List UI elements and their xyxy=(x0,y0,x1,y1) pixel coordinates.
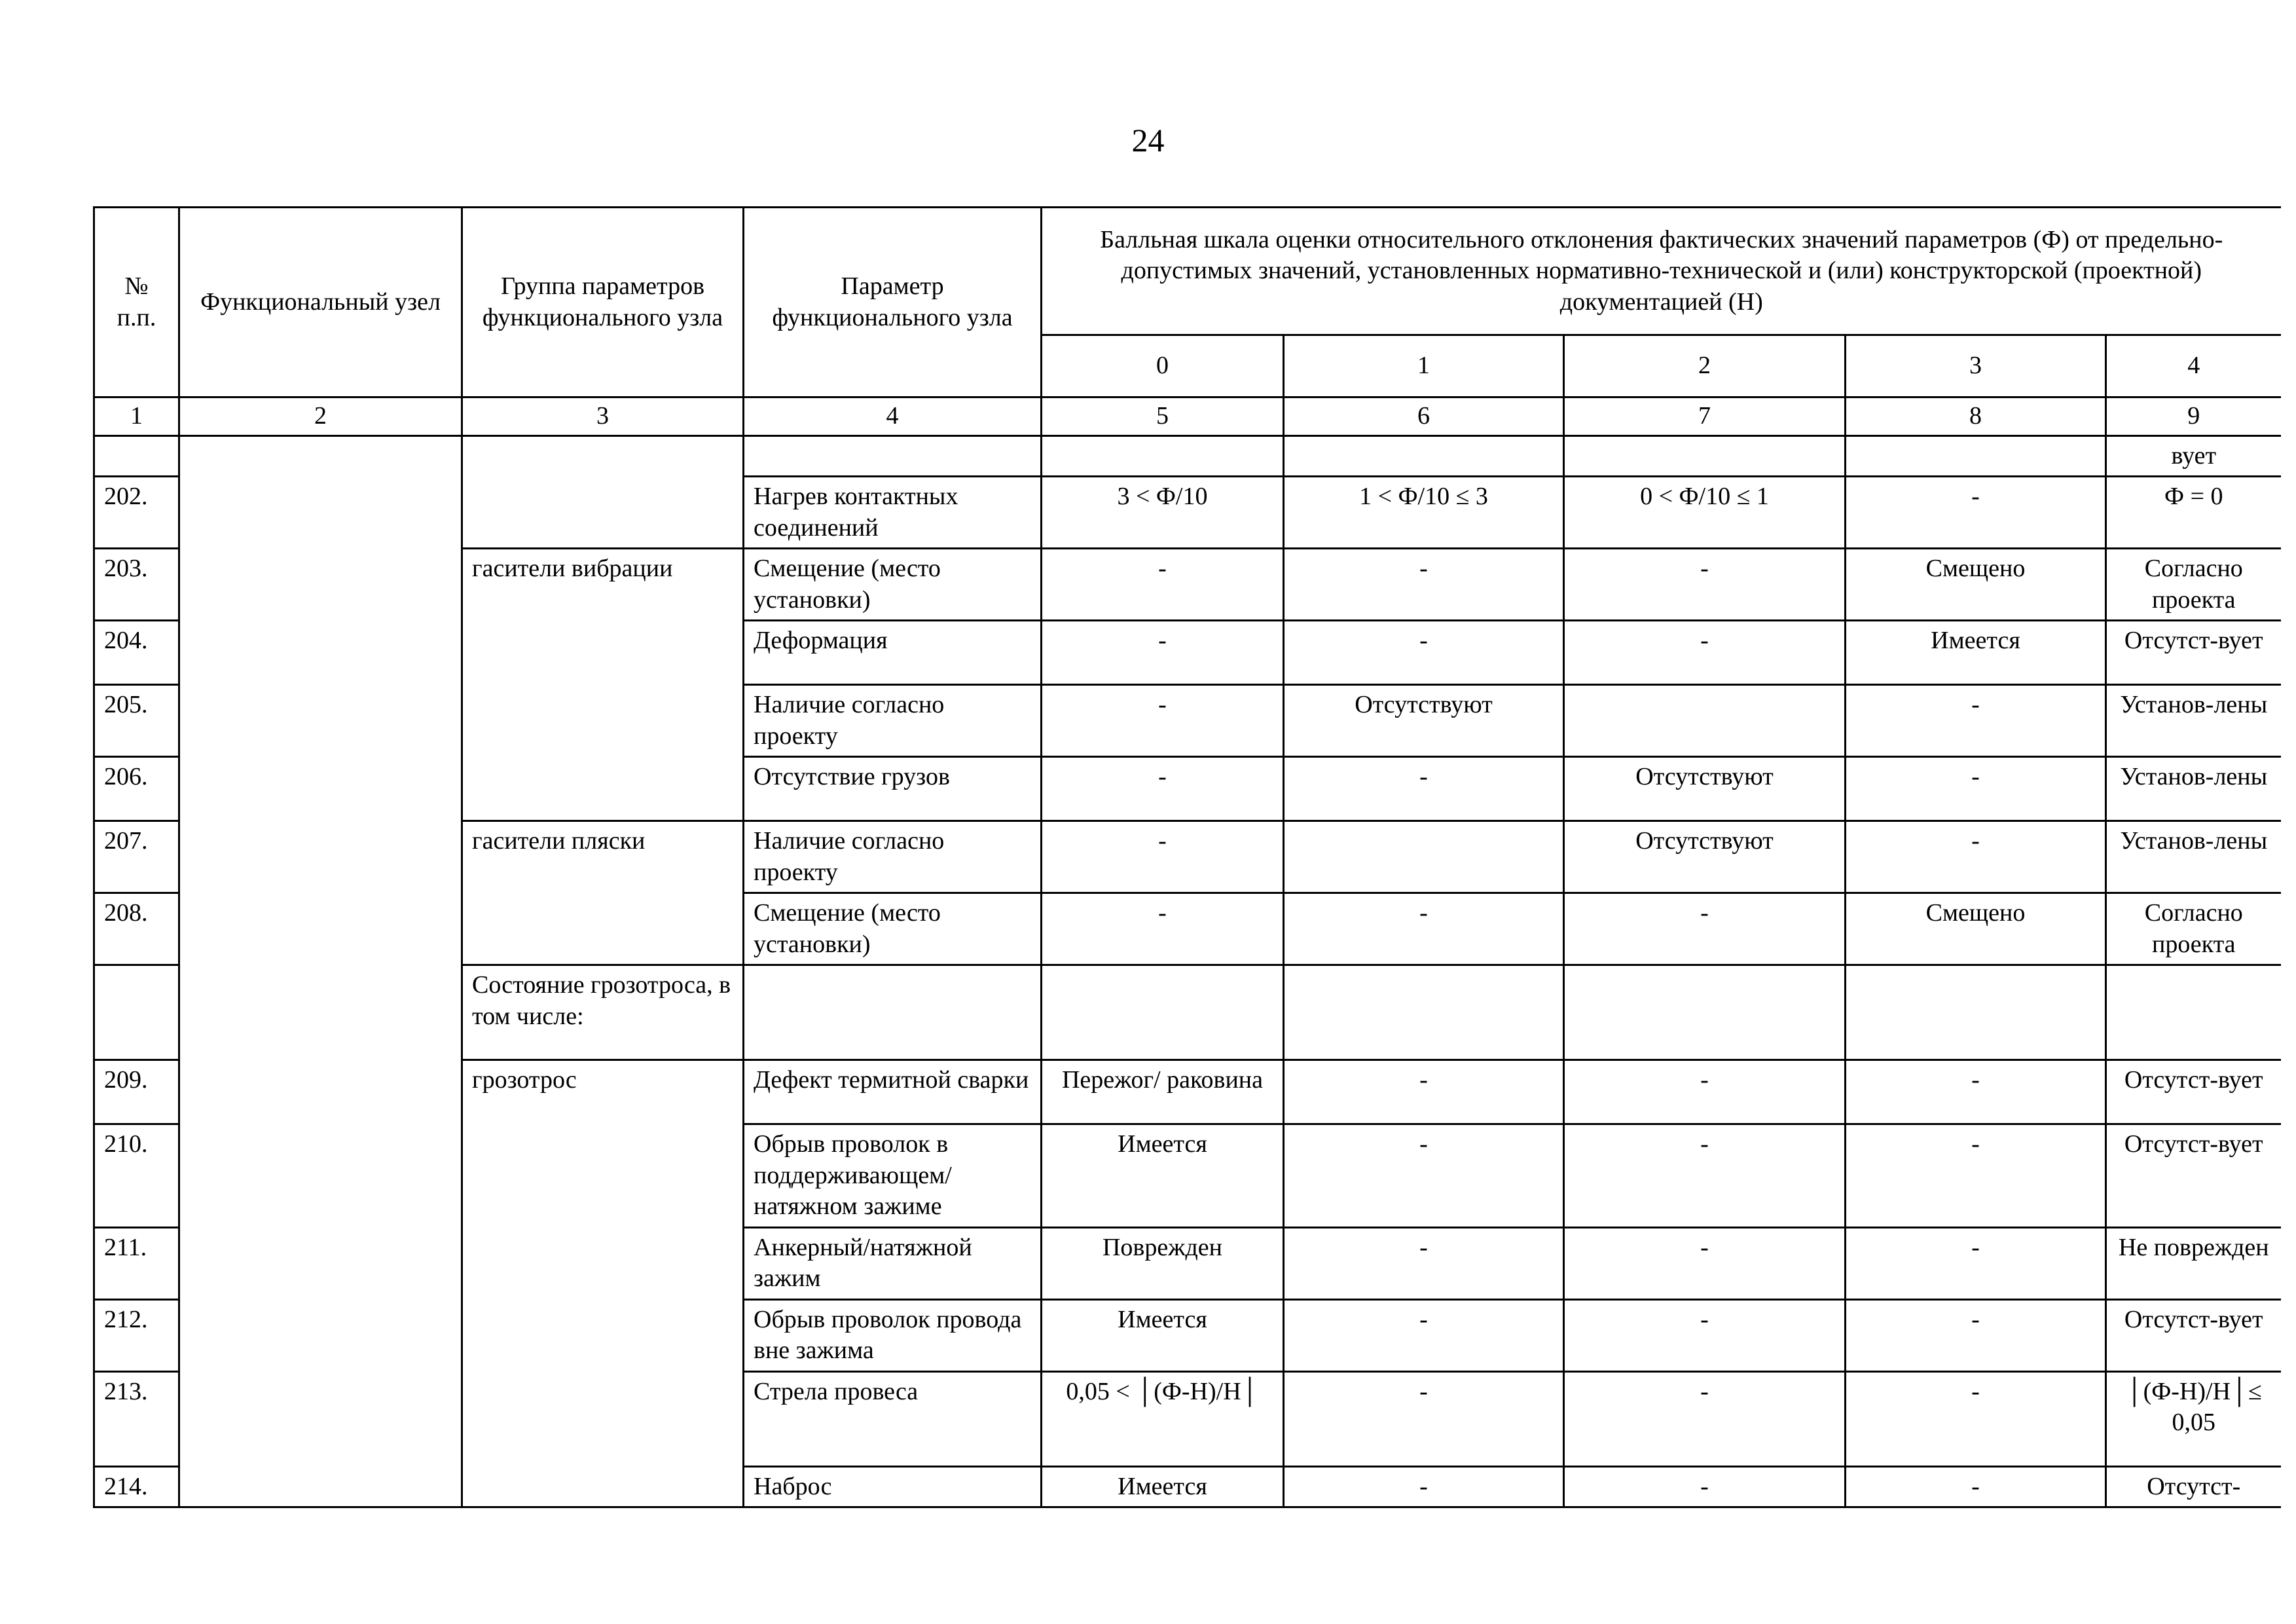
score-4: Установ-лены xyxy=(2106,685,2281,757)
header-score-1: 1 xyxy=(1284,335,1564,397)
score-0: - xyxy=(1042,757,1284,821)
score-1: - xyxy=(1284,893,1564,965)
score-3: - xyxy=(1846,1227,2106,1299)
row-number: 202. xyxy=(94,477,179,549)
header-number: № п.п. xyxy=(94,208,179,397)
score-2 xyxy=(1564,435,1846,477)
header-score-scale: Балльная шкала оценки относительного отклонения фактических значений параметров (Ф) от предельно-допустимых значений, установленных нормативно-технической и (или) конструкторской (проектной) документацией (Н) xyxy=(1042,208,2281,335)
score-1: - xyxy=(1284,1466,1564,1507)
score-2: - xyxy=(1564,1299,1846,1371)
score-3 xyxy=(1846,435,2106,477)
score-3: - xyxy=(1846,821,2106,893)
assessment-table xyxy=(93,206,2281,1508)
row-number: 206. xyxy=(94,757,179,821)
header-score-2: 2 xyxy=(1564,335,1846,397)
score-2: - xyxy=(1564,1124,1846,1228)
score-1: - xyxy=(1284,549,1564,621)
score-4: Ф = 0 xyxy=(2106,477,2281,549)
score-1: - xyxy=(1284,1060,1564,1124)
score-4: Отсутст- xyxy=(2106,1466,2281,1507)
parameter: Наличие согласно проекту xyxy=(744,821,1042,893)
score-0 xyxy=(1042,435,1284,477)
row-number: 210. xyxy=(94,1124,179,1228)
score-1 xyxy=(1284,435,1564,477)
functional-node-cell xyxy=(179,435,462,1507)
header-score-4: 4 xyxy=(2106,335,2281,397)
score-2: 0 < Ф/10 ≤ 1 xyxy=(1564,477,1846,549)
parameter-group: гасители вибрации xyxy=(462,549,744,821)
score-4: вует xyxy=(2106,435,2281,477)
column-number-3: 3 xyxy=(462,397,744,436)
score-2: - xyxy=(1564,893,1846,965)
score-3: - xyxy=(1846,1060,2106,1124)
score-0: - xyxy=(1042,549,1284,621)
score-1 xyxy=(1284,821,1564,893)
parameter: Обрыв проволок в поддерживающем/ натяжном зажиме xyxy=(744,1124,1042,1228)
row-number: 207. xyxy=(94,821,179,893)
header-score-0: 0 xyxy=(1042,335,1284,397)
score-2: Отсутствуют xyxy=(1564,757,1846,821)
score-0: - xyxy=(1042,685,1284,757)
score-2: - xyxy=(1564,621,1846,685)
score-3: - xyxy=(1846,757,2106,821)
score-3: Смещено xyxy=(1846,549,2106,621)
score-3 xyxy=(1846,965,2106,1060)
score-2 xyxy=(1564,965,1846,1060)
score-0: Имеется xyxy=(1042,1124,1284,1228)
score-1: - xyxy=(1284,621,1564,685)
column-number-8: 8 xyxy=(1846,397,2106,436)
score-3: - xyxy=(1846,477,2106,549)
score-2: Отсутствуют xyxy=(1564,821,1846,893)
score-3: - xyxy=(1846,1371,2106,1466)
score-2: - xyxy=(1564,1227,1846,1299)
score-0: 0,05 < │(Ф-Н)/Н│ xyxy=(1042,1371,1284,1466)
score-4: Согласно проекта xyxy=(2106,549,2281,621)
score-0: - xyxy=(1042,821,1284,893)
score-4: Отсутст-вует xyxy=(2106,1124,2281,1228)
score-4: Не поврежден xyxy=(2106,1227,2281,1299)
header-parameter-group: Группа параметров функционального узла xyxy=(462,208,744,397)
page-number: 24 xyxy=(1131,122,1165,158)
header-score-3: 3 xyxy=(1846,335,2106,397)
score-1 xyxy=(1284,965,1564,1060)
parameter: Анкерный/натяжной зажим xyxy=(744,1227,1042,1299)
row-number: 204. xyxy=(94,621,179,685)
row-number: 209. xyxy=(94,1060,179,1124)
score-0: - xyxy=(1042,893,1284,965)
row-number: 208. xyxy=(94,893,179,965)
score-4: Установ-лены xyxy=(2106,757,2281,821)
row-number: 205. xyxy=(94,685,179,757)
score-0: Поврежден xyxy=(1042,1227,1284,1299)
parameter: Стрела провеса xyxy=(744,1371,1042,1466)
parameter-group: гасители пляски xyxy=(462,821,744,965)
row-number xyxy=(94,435,179,477)
row-number xyxy=(94,965,179,1060)
parameter: Смещение (место установки) xyxy=(744,893,1042,965)
score-1: - xyxy=(1284,1227,1564,1299)
column-number-4: 4 xyxy=(744,397,1042,436)
column-number-7: 7 xyxy=(1564,397,1846,436)
parameter: Наброс xyxy=(744,1466,1042,1507)
score-4: Отсутст-вует xyxy=(2106,621,2281,685)
parameter: Нагрев контактных соединений xyxy=(744,477,1042,549)
row-number: 211. xyxy=(94,1227,179,1299)
header-functional-node: Функциональный узел xyxy=(179,208,462,397)
parameter: Дефект термитной сварки xyxy=(744,1060,1042,1124)
score-3: Имеется xyxy=(1846,621,2106,685)
score-1: 1 < Ф/10 ≤ 3 xyxy=(1284,477,1564,549)
parameter: Смещение (место установки) xyxy=(744,549,1042,621)
score-3: Смещено xyxy=(1846,893,2106,965)
column-number-6: 6 xyxy=(1284,397,1564,436)
parameter: Обрыв проволок провода вне зажима xyxy=(744,1299,1042,1371)
column-number-9: 9 xyxy=(2106,397,2281,436)
parameter-group xyxy=(462,435,744,549)
score-1: - xyxy=(1284,1124,1564,1228)
score-3: - xyxy=(1846,1124,2106,1228)
score-1: - xyxy=(1284,757,1564,821)
score-0 xyxy=(1042,965,1284,1060)
score-4 xyxy=(2106,965,2281,1060)
score-4: Отсутст-вует xyxy=(2106,1060,2281,1124)
row-number: 212. xyxy=(94,1299,179,1371)
score-0: - xyxy=(1042,621,1284,685)
score-0: Пережог/ раковина xyxy=(1042,1060,1284,1124)
parameter: Деформация xyxy=(744,621,1042,685)
score-2 xyxy=(1564,685,1846,757)
score-3: - xyxy=(1846,685,2106,757)
score-2: - xyxy=(1564,1466,1846,1507)
score-4: Согласно проекта xyxy=(2106,893,2281,965)
row-number: 203. xyxy=(94,549,179,621)
score-0: Имеется xyxy=(1042,1299,1284,1371)
parameter-group: Состояние грозотроса, в том числе: xyxy=(462,965,744,1060)
score-1: - xyxy=(1284,1371,1564,1466)
score-4: │(Ф-Н)/Н│≤ 0,05 xyxy=(2106,1371,2281,1466)
score-4: Установ-лены xyxy=(2106,821,2281,893)
score-2: - xyxy=(1564,1060,1846,1124)
score-3: - xyxy=(1846,1299,2106,1371)
score-2: - xyxy=(1564,1371,1846,1466)
score-1: Отсутствуют xyxy=(1284,685,1564,757)
score-0: 3 < Ф/10 xyxy=(1042,477,1284,549)
column-number-2: 2 xyxy=(179,397,462,436)
column-number-1: 1 xyxy=(94,397,179,436)
table-row xyxy=(94,435,2281,477)
parameter xyxy=(744,965,1042,1060)
column-number-5: 5 xyxy=(1042,397,1284,436)
score-2: - xyxy=(1564,549,1846,621)
parameter: Отсутствие грузов xyxy=(744,757,1042,821)
row-number: 214. xyxy=(94,1466,179,1507)
score-3: - xyxy=(1846,1466,2106,1507)
score-0: Имеется xyxy=(1042,1466,1284,1507)
row-number: 213. xyxy=(94,1371,179,1466)
score-1: - xyxy=(1284,1299,1564,1371)
parameter: Наличие согласно проекту xyxy=(744,685,1042,757)
parameter-group: грозотрос xyxy=(462,1060,744,1507)
header-parameter: Параметр функционального узла xyxy=(744,208,1042,397)
parameter xyxy=(744,435,1042,477)
score-4: Отсутст-вует xyxy=(2106,1299,2281,1371)
